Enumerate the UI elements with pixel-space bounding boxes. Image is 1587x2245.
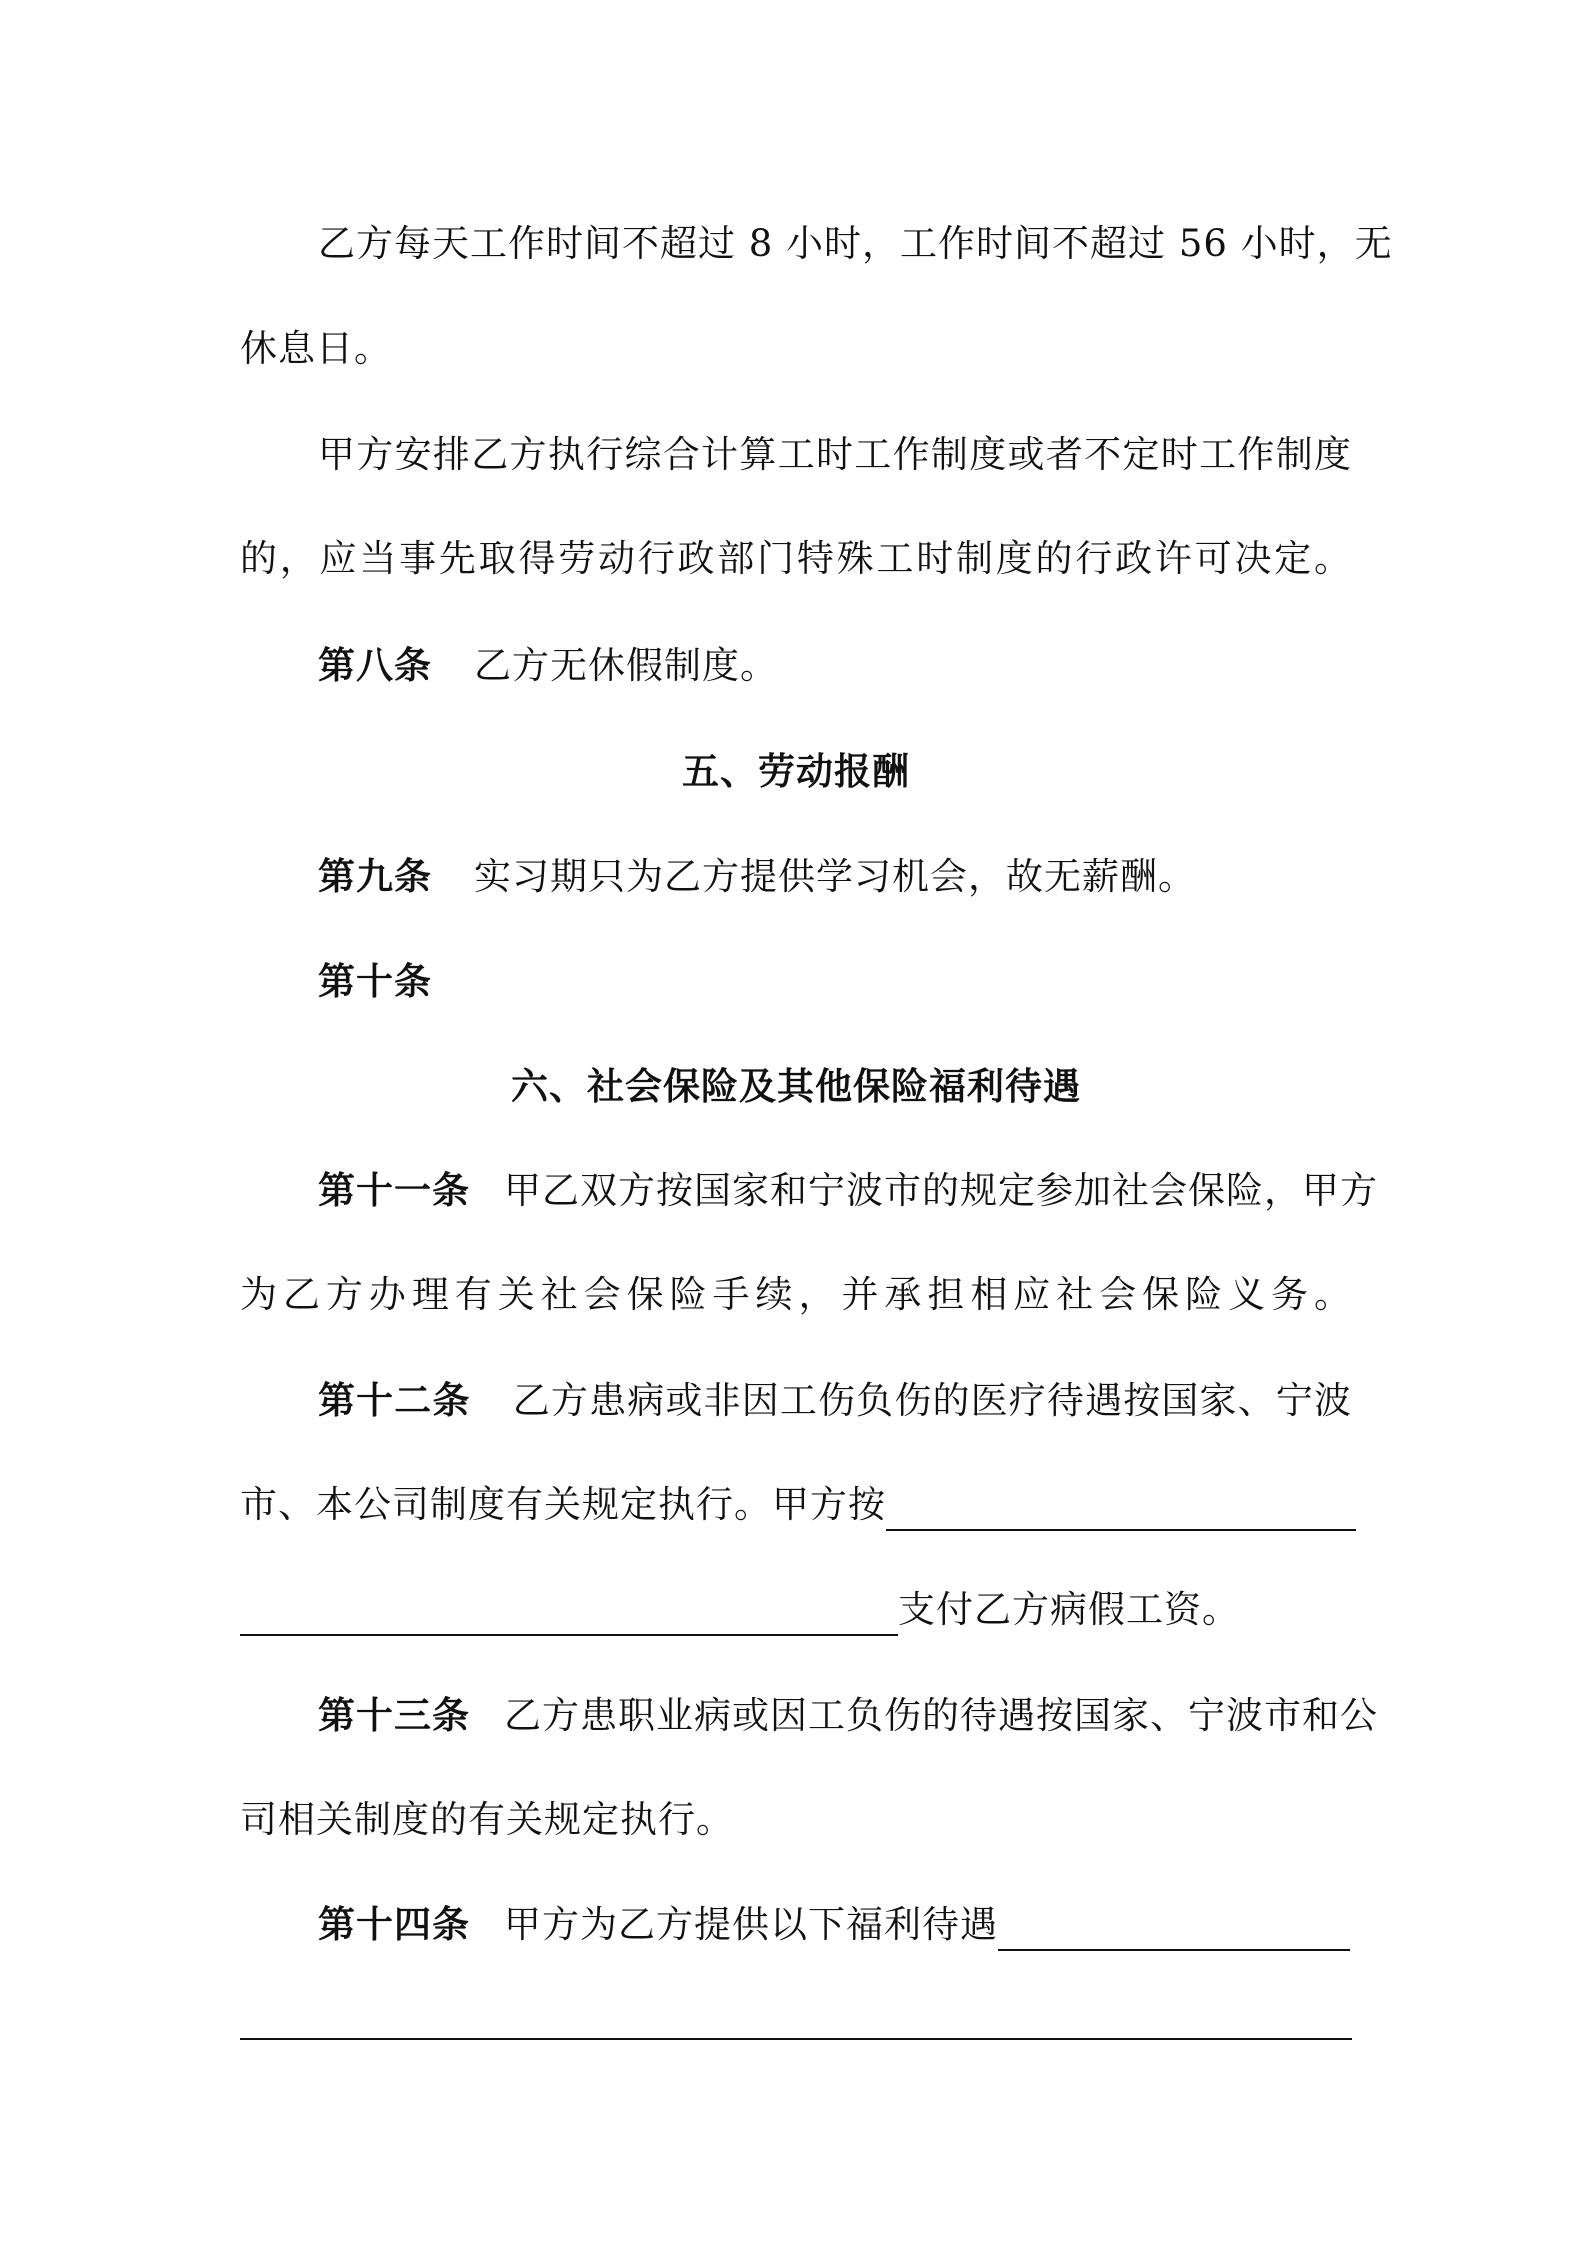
paragraph-working-hours-line-2 (240, 323, 1352, 375)
working-hours-text: 乙方每天工作时间不超过 8 小时，工作时间不超过 56 小时，无 (318, 222, 1393, 265)
article-13-line-1 (318, 1689, 1378, 1742)
article-12-text-end: 支付乙方病假工资。 (898, 1588, 1240, 1631)
article-8-text: 乙方无休假制度。 (474, 644, 778, 687)
article-10 (318, 955, 1352, 1008)
special-hours-text-cont: 的，应当事先取得劳动行政部门特殊工时制度的行政许可决定。 (240, 537, 1352, 580)
article-13-line-2 (240, 1794, 1352, 1846)
article-8-label: 第八条 (318, 643, 432, 687)
section-5-heading (240, 745, 1352, 797)
article-12-label: 第十二条 (318, 1378, 471, 1422)
article-11-text-cont: 为乙方办理有关社会保险手续，并承担相应社会保险义务。 (240, 1273, 1352, 1316)
section-6-title: 六、社会保险及其他保险福利待遇 (511, 1064, 1081, 1108)
article-11-text: 甲乙双方按国家和宁波市的规定参加社会保险，甲方 (504, 1169, 1378, 1212)
article-8 (318, 639, 1352, 692)
article-11-line-1 (318, 1164, 1378, 1217)
working-hours-text-cont: 休息日。 (240, 327, 392, 370)
article-13-label: 第十三条 (318, 1693, 470, 1737)
section-5-title: 五、劳动报酬 (682, 749, 910, 793)
article-14-text: 甲方为乙方提供以下福利待遇 (504, 1903, 998, 1946)
sick-pay-basis-blank[interactable] (886, 1485, 1356, 1531)
article-12-line-2 (240, 1479, 1352, 1531)
article-12-line-1 (318, 1374, 1352, 1427)
article-13-text: 乙方患职业病或因工负伤的待遇按国家、宁波市和公 (504, 1694, 1378, 1737)
article-9 (318, 850, 1352, 903)
article-12-text: 乙方患病或非因工伤负伤的医疗待遇按国家、宁波 (512, 1379, 1353, 1422)
article-10-label: 第十条 (318, 959, 432, 1003)
article-9-text: 实习期只为乙方提供学习机会，故无薪酬。 (474, 855, 1196, 898)
article-14-line-1 (318, 1898, 1352, 1951)
benefits-blank-cont[interactable] (240, 2038, 1352, 2040)
benefits-blank[interactable] (998, 1905, 1350, 1951)
paragraph-working-hours-line-1 (318, 218, 1393, 270)
paragraph-special-hours-line-2 (240, 533, 1352, 585)
section-6-heading (240, 1060, 1352, 1112)
article-11-line-2 (240, 1269, 1352, 1321)
article-12-text-cont: 市、本公司制度有关规定执行。甲方按 (240, 1483, 886, 1526)
article-12-line-3 (240, 1584, 1352, 1636)
article-9-label: 第九条 (318, 854, 432, 898)
paragraph-special-hours-line-1 (318, 429, 1352, 481)
article-13-text-cont: 司相关制度的有关规定执行。 (240, 1798, 734, 1841)
sick-pay-basis-blank-cont[interactable] (240, 1590, 898, 1636)
article-14-label: 第十四条 (318, 1902, 470, 1946)
special-hours-text: 甲方安排乙方执行综合计算工时工作制度或者不定时工作制度 (318, 433, 1352, 476)
article-11-label: 第十一条 (318, 1168, 470, 1212)
